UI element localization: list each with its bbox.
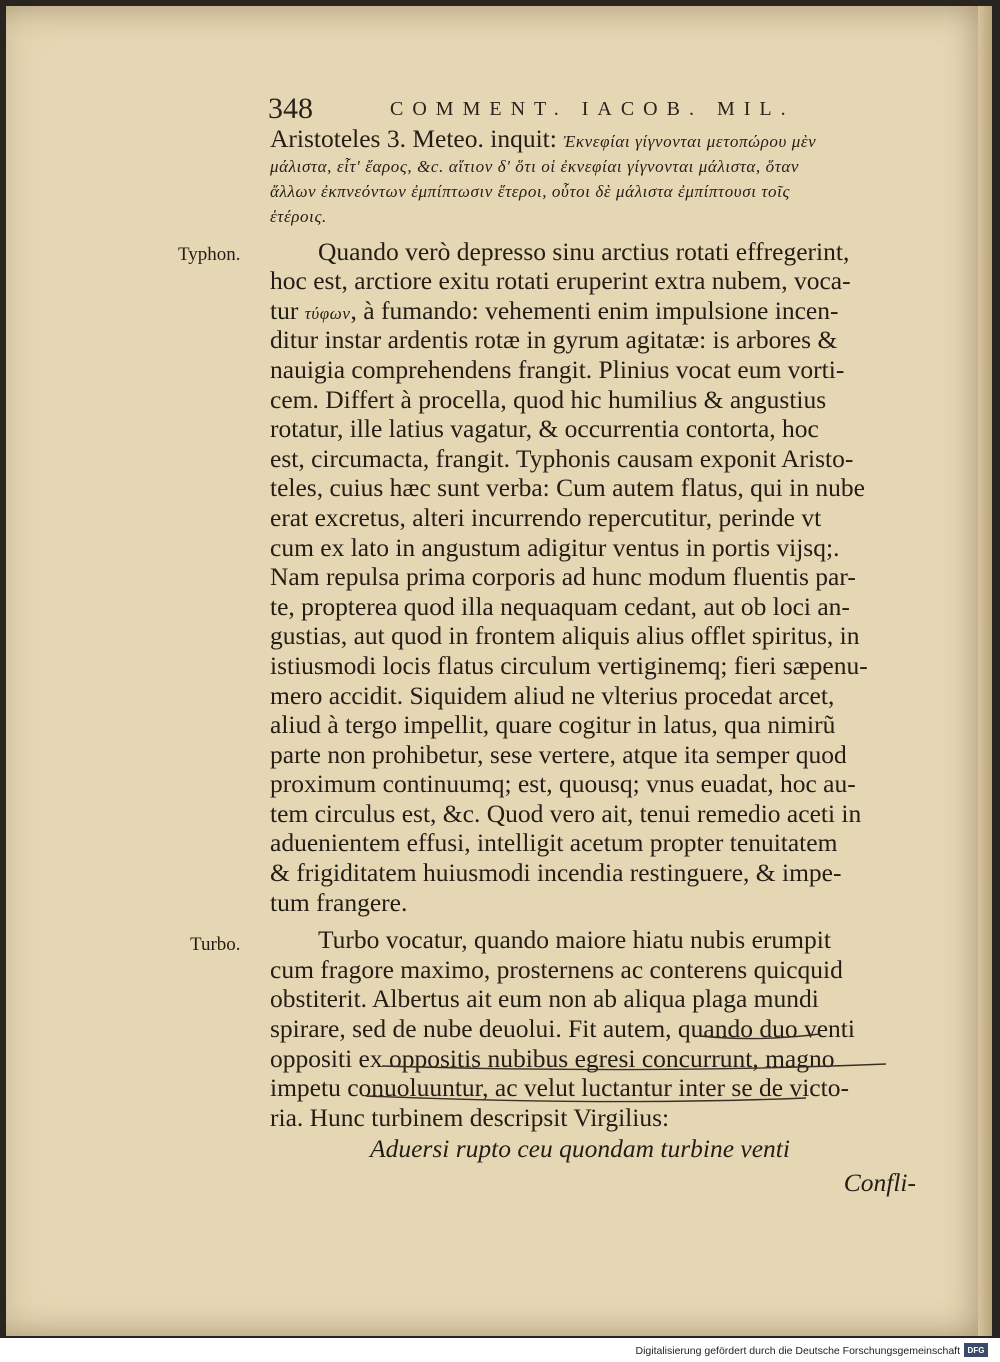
latin-text: Aristoteles 3. Meteo. inquit:: [270, 124, 557, 153]
underline-mark: [366, 1096, 806, 1102]
greek-line: μάλιστα, εἶτ' ἔαρος, &c. αἴτιον δ' ὅτι οἱ ἐκνεφίαι γίγνονται μάλιστα, ὅταν: [270, 156, 800, 176]
text-line: hoc est, arctiore exitu rotati eruperint extra nubem, voca-: [270, 266, 851, 296]
text-line: tum frangere.: [270, 887, 408, 917]
text-line: Nam repulsa prima corporis ad hunc modum fluentis par-: [270, 562, 856, 592]
text-line: ria. Hunc turbinem descripsit Virgilius:: [270, 1102, 670, 1132]
text-line: parte non prohibetur, sese vertere, atque ita semper quod: [270, 739, 847, 769]
text-line: ditur instar ardentis rotæ in gyrum agitatæ: is arbores &: [270, 325, 838, 355]
underline-mark: [382, 1064, 886, 1070]
latin-text: , à fumando: vehementi enim impulsione incen-: [350, 295, 839, 325]
text-line: spirare, sed de nube deuolui. Fit autem, quando duo venti: [270, 1014, 855, 1044]
book-page: [6, 6, 992, 1336]
handwritten-underlines: [6, 6, 992, 1336]
underline-mark: [700, 1034, 820, 1039]
text-line: tem circulus est, &c. Quod vero ait, tenui remedio aceti in: [270, 798, 862, 828]
text-line: erat excretus, alteri incurrendo repercutitur, perinde vt: [270, 502, 822, 532]
digitization-footer: [0, 1338, 1000, 1362]
text-line: cem. Differt à procella, quod hic humilius & angustius: [270, 384, 827, 414]
greek-text: Ἐκνεφίαι γίγνονται μετοπώρου μὲν: [563, 132, 817, 151]
text-line: te, propterea quod illa nequaquam cedant, aut ob loci an-: [270, 591, 850, 621]
text-line: impetu conuoluuntur, ac velut luctantur inter se de victo-: [270, 1073, 849, 1103]
text-line: gustias, aut quod in frontem aliquis alius offlet spiritus, in: [270, 621, 860, 651]
footer-text: Digitalisierung gefördert durch die Deutsche Forschungsgemeinschaft: [635, 1345, 960, 1357]
catchword: Confli-: [843, 1168, 916, 1197]
running-title: COMMENT. IACOB. MIL.: [390, 98, 795, 120]
greek-line: ἑτέροις.: [270, 206, 327, 226]
margin-note-turbo: Turbo.: [190, 934, 241, 955]
text-line: mero accidit. Siquidem aliud ne vlterius procedat arcet,: [270, 680, 835, 710]
text-line: oppositi ex oppositis nubibus egresi concurrunt, magno: [270, 1043, 835, 1073]
margin-note-typhon: Typhon.: [178, 244, 241, 265]
text-line: cum fragore maximo, prosternens ac conterens quicquid: [270, 954, 843, 984]
latin-text: tur: [270, 295, 299, 325]
page-number: 348: [268, 92, 313, 125]
text-line: rotatur, ille latius vagatur, & occurrentia contorta, hoc: [270, 414, 819, 444]
text-line: & frigiditatem huiusmodi incendia restinguere, & impe-: [270, 858, 842, 888]
dfg-logo-icon: DFG: [964, 1343, 988, 1357]
text-line: Turbo vocatur, quando maiore hiatu nubis erumpit: [318, 925, 831, 955]
text-line: est, circumacta, frangit. Typhonis causam exponit Aristo-: [270, 443, 854, 473]
text-line: nauigia comprehendens frangit. Plinius vocat eum vorti-: [270, 354, 845, 384]
text-line: teles, cuius hæc sunt verba: Cum autem flatus, qui in nube: [270, 473, 865, 503]
text-line: proximum continuumq; est, quousq; vnus euadat, hoc au-: [270, 769, 856, 799]
text-line: aduenientem effusi, intelligit acetum propter tenuitatem: [270, 828, 838, 858]
verse-quote: Aduersi rupto ceu quondam turbine venti: [370, 1134, 790, 1164]
greek-text: τύφων: [304, 303, 351, 323]
text-line: istiusmodi locis flatus circulum vertiginemq; fieri sæpenu-: [270, 650, 868, 680]
text-line: Quando verò depresso sinu arctius rotati effregerint,: [318, 236, 850, 266]
text-line: obstiterit. Albertus ait eum non ab aliqua plaga mundi: [270, 984, 819, 1014]
text-line: aliud à tergo impellit, quare cogitur in latus, qua nimirũ: [270, 710, 836, 740]
text-line: cum ex lato in angustum adigitur ventus in portis vijsq;.: [270, 532, 840, 562]
greek-line: ἄλλων ἐκπνεόντων ἐμπίπτωσιν ἕτεροι, οὗτοι δὲ μάλιστα ἐμπίπτουσι τοῖς: [270, 181, 790, 201]
